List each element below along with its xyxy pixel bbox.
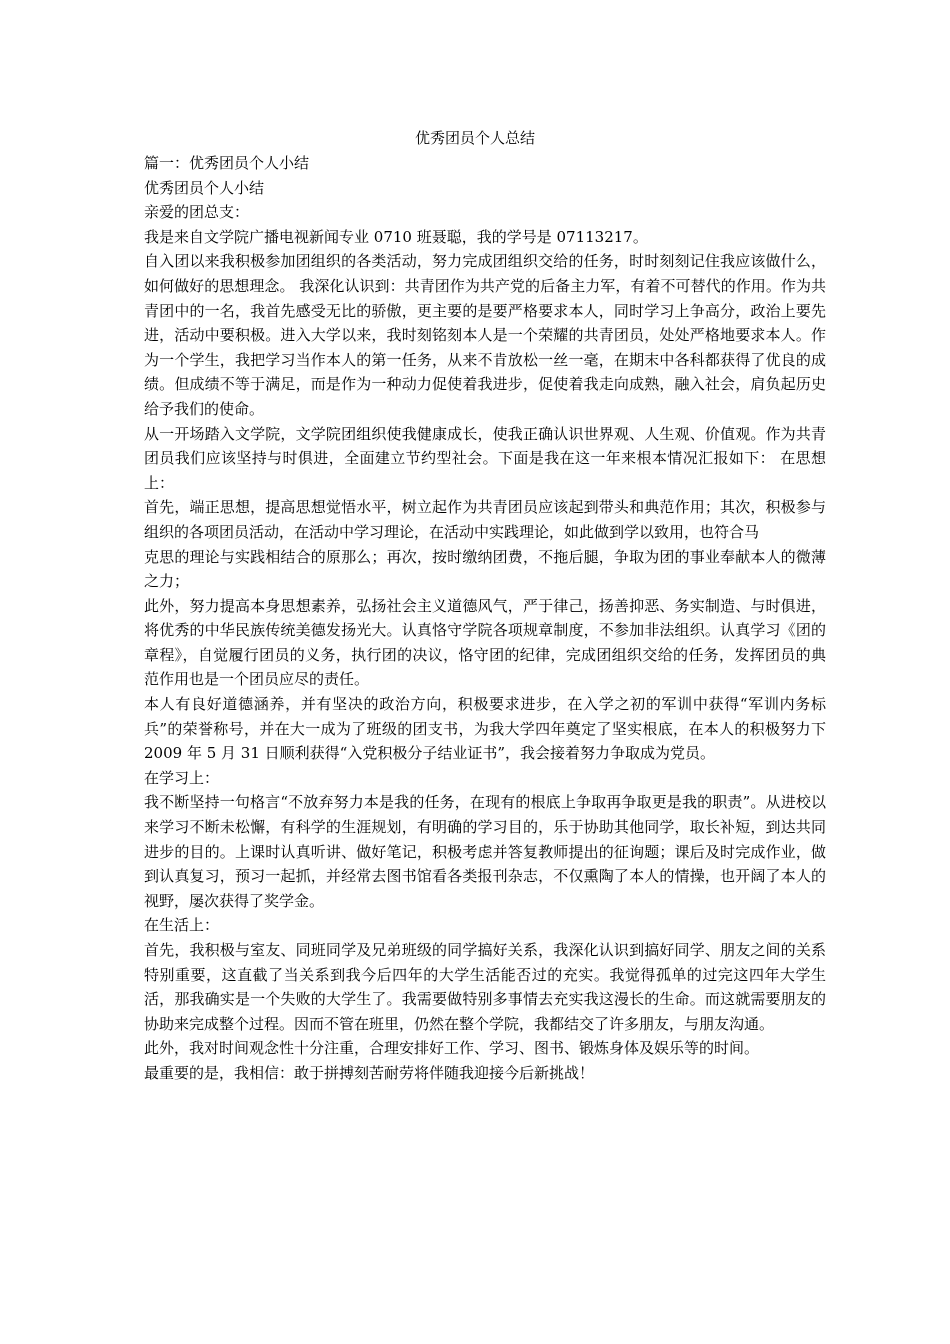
- paragraph-body: 首先，我积极与室友、同班同学及兄弟班级的同学搞好关系，我深化认识到搞好同学、朋友之间的关系特别重要，这直截了当关系到我今后四年的大学生活能否过的充实。我觉得孤单的过完这四年大学生活，那我确实是一个失败的大学生了。我需要做特别多事情去充实我这漫长的生命。而这就需要朋友的协助来完成整个过程。因而不管在班里，仍然在整个学院，我都结交了许多朋友，与朋友沟通。: [144, 941, 826, 1033]
- paragraph-closing: 最重要的是，我相信：敢于拼搏刻苦耐劳将伴随我迎接今后新挑战！: [144, 1063, 595, 1082]
- paragraph-body: 此外，我对时间观念性十分注重，合理安排好工作、学习、图书、锻炼身体及娱乐等的时间。: [144, 1039, 760, 1058]
- paragraph-section-heading: 篇一：优秀团员个人小结: [144, 154, 310, 172]
- paragraph-body: 自入团以来我积极参加团组织的各类活动，努力完成团组织交给的任务，时时刻刻记住我应该做什么，如何做好的思想理念。 我深化认识到：共青团作为共产党的后备主力军，有着不可替代的作用。作为共青团中的一名，我首先感受无比的骄傲，更主要的是要严格要求本人，同时学习上争高分，政治上要先进，活动中要积极。进入大学以来，我时刻铭刻本人是一个荣耀的共青团员，处处严格地要求本人。作为一个学生，我把学习当作本人的第一任务，从来不肯放松一丝一毫，在期末中各科都获得了优良的成绩。但成绩不等于满足，而是作为一种动力促使着我进步，促使着我走向成熟，融入社会，肩负起历史给予我们的使命。: [144, 252, 826, 418]
- document-body: [144, 151, 826, 1086]
- paragraph-subtitle: 优秀团员个人小结: [144, 178, 265, 197]
- paragraph-body: 本人有良好道德涵养，并有坚决的政治方向，积极要求进步，在入学之初的军训中获得“军训内务标兵”的荣誉称号，并在大一成为了班级的团支书，为我大学四年奠定了坚实根底，在本人的积极努力下 2009 年 5 月 31 日顺利获得“入党积极分子结业证书”，我会接着努力争取成为党员。: [144, 695, 826, 763]
- paragraph-heading-life: 在生活上：: [144, 916, 220, 935]
- paragraph-body: 我不断坚持一句格言“不放弃努力本是我的任务，在现有的根底上争取再争取更是我的职责”。从进校以来学习不断未松懈，有科学的生涯规划，有明确的学习目的，乐于协助其他同学，取长补短，到达共同进步的目的。上课时认真听讲、做好笔记，积极考虑并答复教师提出的征询题；课后及时完成作业，做到认真复习，预习一起抓，并经常去图书馆看各类报刊杂志，不仅熏陶了本人的情操，也开阔了本人的视野，屡次获得了奖学金。: [144, 793, 826, 910]
- paragraph-introduction: 我是来自文学院广播电视新闻专业 0710 班聂聪，我的学号是 07113217。: [144, 227, 648, 246]
- page-title: 优秀团员个人总结: [414, 129, 535, 147]
- paragraph-body: 首先，端正思想，提高思想觉悟水平，树立起作为共青团员应该起到带头和典范作用；其次，积极参与组织的各项团员活动，在活动中学习理论，在活动中实践理论，如此做到学以致用，也符合马: [144, 498, 826, 541]
- paragraph-salutation: 亲爱的团总支：: [144, 203, 250, 222]
- paragraph-body: 克思的理论与实践相结合的原那么；再次，按时缴纳团费，不拖后腿，争取为团的事业奉献本人的微薄之力；: [144, 547, 826, 591]
- paragraph-heading-study: 在学习上：: [144, 768, 220, 787]
- paragraph-body: 此外，努力提高本身思想素养，弘扬社会主义道德风气，严于律己，扬善抑恶、务实制造、与时俱进，将优秀的中华民族传统美德发扬光大。认真恪守学院各项规章制度，不参加非法组织。认真学习《团的章程》，自觉履行团员的义务，执行团的决议，恪守团的纪律，完成团组织交给的任务，发挥团员的典范作用也是一个团员应尽的责任。: [144, 596, 826, 689]
- paragraph-body: 从一开场踏入文学院，文学院团组织使我健康成长，使我正确认识世界观、人生观、价值观。作为共青团员我们应该坚持与时俱进，全面建立节约型社会。下面是我在这一年来根本情况汇报如下： 在思想上：: [144, 424, 826, 492]
